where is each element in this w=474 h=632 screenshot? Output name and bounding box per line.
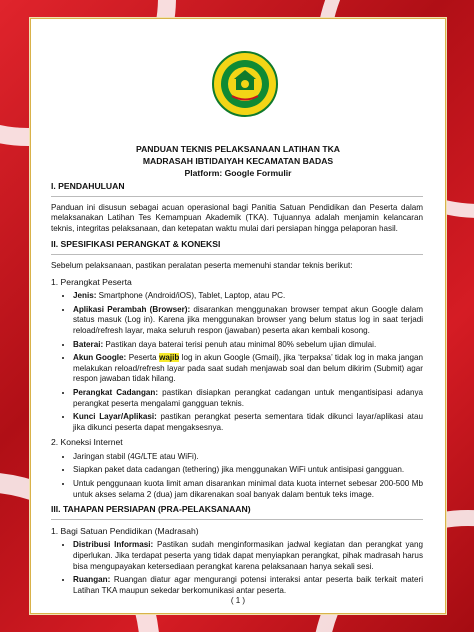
list-item: • Untuk penggunaan kuota limit aman disarankan minimal data kuota internet sebesar 200-500 Mb untuk akses selama 2 (dua) jam dikarenakan soal banyak dalam bentuk teks image. (73, 479, 423, 500)
list-item: • Akun Google: Peserta wajib log in akun Google (Gmail), jika ‘terpaksa’ tidak log in maka jangan melakukan reload/refresh layar pada saat sudah menjawab soal dan belum dikirim (Submit) agar respon jawaban tidak hilang. (73, 353, 423, 385)
list-item: • Ruangan: Ruangan diatur agar mengurangi potensi interaksi antar peserta baik terkait materi Latihan TKA maupun sekedar berkomunikasi antar peserta. (73, 575, 423, 596)
list-item: • Jaringan stabil (4G/LTE atau WiFi). (73, 452, 423, 463)
section-heading: II. SPESIFIKASI PERANGKAT & KONEKSI (51, 239, 221, 250)
document-body (51, 181, 423, 600)
divider (51, 254, 423, 255)
list-item: • Distribusi Informasi: Pastikan sudah menginformasikan jadwal kegiatan dan perangkat yang diperlukan. Jika terdapat peserta yang tidak dapat menyiapkan perangkat, pihak madrasah harus bisa mengupayakan ketersediaan perangkat karena pelaksanaan hanya sekali sesi. (73, 540, 423, 572)
section-heading: III. TAHAPAN PERSIAPAN (PRA-PELAKSANAAN) (51, 504, 251, 515)
divider (51, 196, 423, 197)
list-item: • Jenis: Smartphone (Android/iOS), Tablet, Laptop, atau PC. (73, 291, 423, 302)
title-line-2: MADRASAH IBTIDAIYAH KECAMATAN BADAS (142, 156, 334, 166)
highlighted-word: wajib (159, 353, 180, 363)
document-sheet (30, 18, 446, 614)
subsection-heading: 1. Bagi Satuan Pendidikan (Madrasah) (51, 525, 199, 536)
section-heading: I. PENDAHULUAN (51, 181, 125, 191)
list-item: • Siapkan paket data cadangan (tethering) jika menggunakan WiFi untuk antisipasi gangguan. (73, 465, 423, 476)
device-list (51, 291, 423, 433)
subsection-heading: 1. Perangkat Peserta (51, 276, 132, 287)
list-item: • Baterai: Pastikan daya baterai terisi penuh atau minimal 80% sebelum ujian dimulai. (73, 340, 423, 351)
divider (51, 519, 423, 520)
list-item: • Kunci Layar/Aplikasi: pastikan perangkat peserta sementara tidak dikunci layar/aplikasi atau jika dikunci peserta dapat mengaksesnya. (73, 412, 423, 433)
preparation-list (51, 540, 423, 596)
title-line-3: Platform: Google Formulir (184, 168, 292, 178)
list-item: • Perangkat Cadangan: pastikan disiapkan perangkat cadangan untuk mengantisipasi adanya perangkat peserta mengalami gangguan teknis. (73, 388, 423, 409)
list-item: • Aplikasi Perambah (Browser): disarankan menggunakan browser tempat akun Google dalam status masuk (Log in). Karena jika menggunakan browser yang belum status log in saat terjadi reload/refresh layar, maka seluruh respon (jawaban) peserta akan kembali kosong. (73, 305, 423, 337)
paragraph: Panduan ini disusun sebagai acuan operasional bagi Panitia Satuan Pendidikan dan Peserta dalam melaksanakan Latihan Tes Kemampuan Akademik (TKA). Tujuannya adalah menjamin kelancaran teknis, integritas pelaksanaan, dan ketepatan waktu mulai dari persiapan hingga pelaporan hasil. (51, 202, 423, 233)
madrasah-logo (212, 51, 278, 117)
connection-list (51, 452, 423, 500)
title-line-1: PANDUAN TEKNIS PELAKSANAAN LATIHAN TKA (135, 144, 341, 154)
subsection-heading: 2. Koneksi Internet (51, 437, 123, 448)
page-number: ( 1 ) (230, 596, 246, 605)
paragraph: Sebelum pelaksanaan, pastikan peralatan peserta memenuhi standar teknis berikut: (51, 260, 353, 270)
document-title-block (39, 143, 437, 179)
